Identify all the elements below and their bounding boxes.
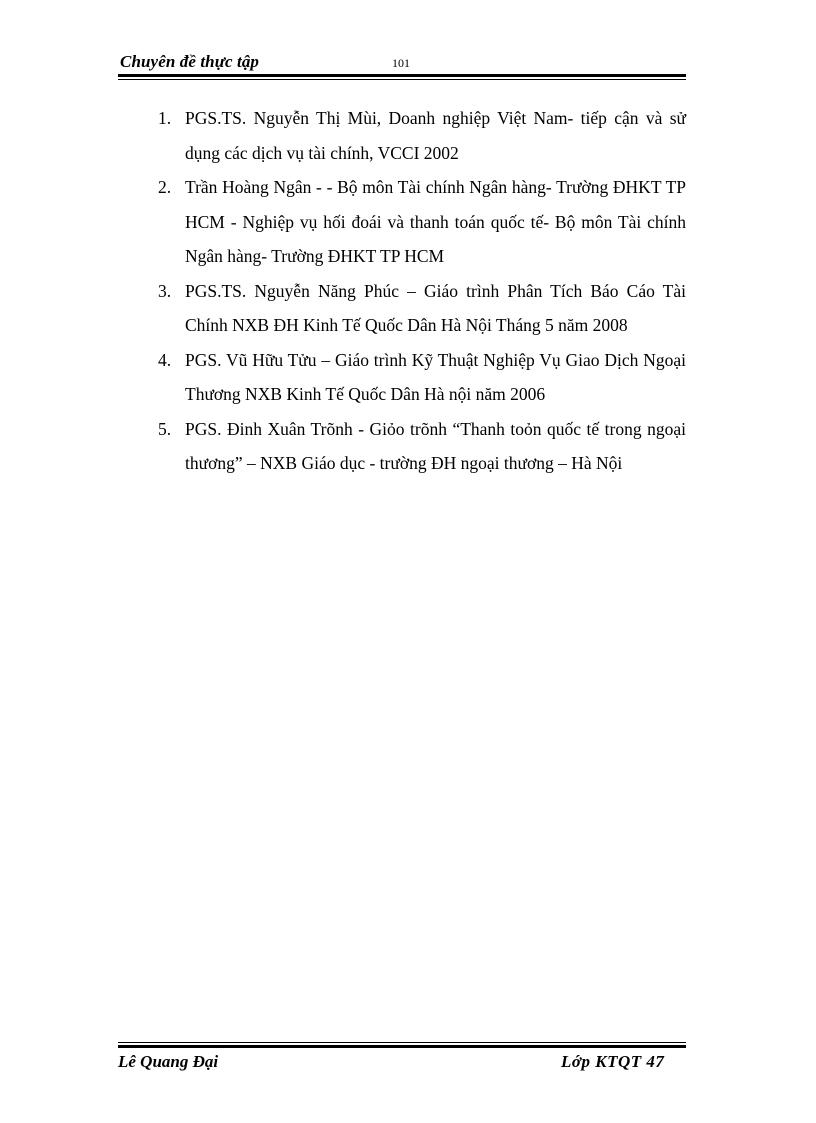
- reference-text: PGS.TS. Nguyễn Năng Phúc – Giáo trình Phân Tích Báo Cáo Tài Chính NXB ĐH Kinh Tế Quốc Dân Hà Nội Tháng 5 năm 2008: [185, 280, 686, 335]
- reference-text: Trần Hoàng Ngân - - Bộ môn Tài chính Ngân hàng- Trường ĐHKT TP HCM - Nghiệp vụ hối đoái và thanh toán quốc tế- Bộ môn Tài chính Ngân hàng- Trường ĐHKT TP HCM: [185, 177, 686, 266]
- header-title: Chuyên đề thực tập: [120, 52, 260, 71]
- reference-item: [118, 101, 686, 170]
- footer-rule-thick: [118, 1045, 686, 1048]
- reference-item: [118, 343, 686, 412]
- reference-list: [118, 101, 686, 481]
- header-rule-thick: [118, 74, 686, 77]
- header-rule-thin: [118, 79, 686, 80]
- reference-item: [118, 412, 686, 481]
- page-number: 101: [392, 56, 410, 70]
- footer-class: Lớp KTQT 47: [561, 1052, 665, 1071]
- reference-number: 5.: [158, 418, 172, 439]
- page-footer: [118, 1052, 686, 1078]
- reference-item: [118, 274, 686, 343]
- reference-text: PGS. Đinh Xuân Trõnh - Giỏo trõnh “Thanh toỏn quốc tế trong ngoại thương” – NXB Giáo dục - trường ĐH ngoại thương – Hà Nội: [185, 418, 686, 473]
- reference-text: PGS. Vũ Hữu Tửu – Giáo trình Kỹ Thuật Nghiệp Vụ Giao Dịch Ngoại Thương NXB Kinh Tế Quốc Dân Hà nội năm 2006: [185, 349, 686, 404]
- page-header: [118, 50, 686, 72]
- reference-number: 2.: [158, 177, 172, 197]
- reference-item: [118, 170, 686, 274]
- reference-number: 1.: [158, 108, 172, 128]
- reference-text: PGS.TS. Nguyễn Thị Mùi, Doanh nghiệp Việt Nam- tiếp cận và sử dụng các dịch vụ tài chính, VCCI 2002: [185, 108, 686, 163]
- reference-number: 3.: [158, 280, 172, 301]
- footer-author: Lê Quang Đại: [118, 1052, 219, 1071]
- footer-rule-thin: [118, 1042, 686, 1043]
- reference-number: 4.: [158, 349, 172, 370]
